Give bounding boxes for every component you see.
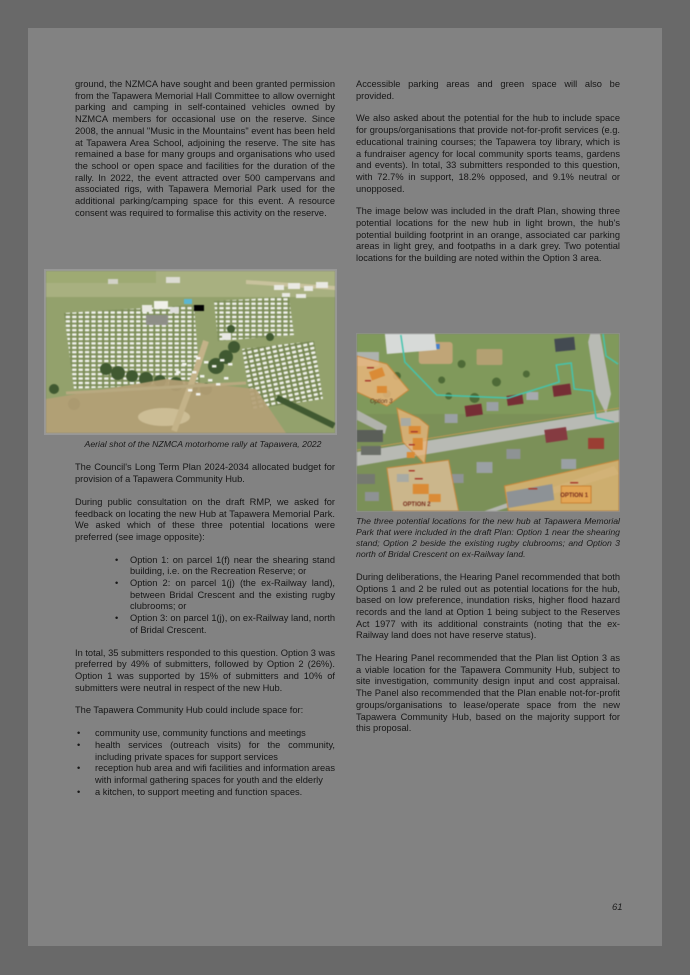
hub-uses-bullet-list — [75, 728, 335, 798]
swimming-pool — [184, 299, 192, 304]
option-3-label: Option 3 — [369, 398, 393, 405]
option-1-label: OPTION 1 — [560, 492, 589, 499]
right-column — [356, 79, 620, 746]
figure-options-map — [356, 333, 620, 560]
bullet-option-2: • Option 2: on parcel 1(j) (the ex-Railway land), between Bridal Crescent and the existing rugby clubrooms; or — [111, 578, 335, 613]
bullet-kitchen: • a kitchen, to support meeting and function spaces. — [75, 787, 335, 799]
map-frame — [356, 333, 620, 512]
paragraph-submitters: In total, 35 submitters responded to this question. Option 3 was preferred by 49% of submitters, followed by Option 2 (26%). Option 1 was supported by 15% of submitters and 10% of submitters were neutral in respect of the new Hub. — [75, 647, 335, 693]
marquee-tent — [222, 333, 231, 340]
paragraph-hub-intro: The Tapawera Community Hub could include space for: — [75, 705, 304, 716]
option-2-label: OPTION 2 — [402, 501, 431, 508]
paragraph-panel-recommendation: The Hearing Panel recommended that the Plan list Option 3 as a viable location for the Tapawera Community Hub, subject to site investigation, community design input and cost appraisal. The Panel also recommended that the Plan enable not-for-profit groups/organisations to lease/operate space from the new Tapawera Community Hub, based on the majority support for this proposal. — [356, 653, 620, 734]
bullet-reception-hub: • reception hub area and wifi facilities and information areas with informal gathering spaces for youth and the elderly — [75, 763, 335, 786]
option-2-area — [387, 460, 459, 511]
rally-photo-caption: Aerial shot of the NZMCA motorhome rally at Tapawera, 2022 — [84, 439, 322, 450]
paragraph-parking-green-space: Accessible parking areas and green space will also be provided. — [356, 79, 620, 101]
left-column — [75, 79, 335, 809]
paragraph-not-for-profit: We also asked about the potential for the hub to include space for groups/organisations that provide not-for-profit services (e.g. educational training courses; the Tapawera toy library, which is a fundraiser agency for local community sports teams, gardens and events). In total, 33 submitters responded to this question, with 72.7% in support, 18.2% opposed, and 9.1% neutral or unopposed. — [356, 113, 620, 194]
bullet-option-3: • Option 3: on parcel 1(j), on ex-Railway land, north of Bridal Crescent. — [111, 613, 335, 636]
paragraph-consultation: During public consultation on the draft RMP, we asked for feedback on locating the new Hub at Tapawera Memorial Park. We asked which of these three potential locations were preferred (see image opposite): — [75, 496, 335, 542]
aerial-map-hub-options — [357, 334, 619, 511]
paragraph-ltp-budget: The Council's Long Term Plan 2024-2034 allocated budget for provision of a Tapawera Community Hub. — [75, 462, 335, 485]
photo-frame — [44, 269, 337, 435]
options-map-caption: The three potential locations for the new hub at Tapawera Memorial Park that were included in the draft Plan: Option 1 near the shearing stand; Option 2 beside the existing rugby clubrooms; and Option 3 north of Bridal Crescent on ex-Railway land. — [356, 515, 620, 559]
aerial-photo-rally — [46, 271, 335, 433]
figure-rally-photo — [44, 269, 337, 450]
page-number: 61 — [612, 902, 623, 913]
paragraph-deliberations: During deliberations, the Hearing Panel recommended that both Options 1 and 2 be ruled out as potential locations for the hub, based on low preference, inundation risks, higher flood hazard records and the land at Option 1 being subject to the Reserves Act 1977 with its additional constraints (noting that the ex-Railway land does not have reserve status). — [356, 571, 620, 641]
distant-paddocks — [46, 271, 335, 298]
paragraph-image-description: The image below was included in the draft Plan, showing three potential locations for the new hub in light brown, the hub's potential building footprint in an orange, associated car parking areas in light grey, and footpaths in a dark grey. Two potential locations for the building are noted within the Option 3 area. — [356, 206, 620, 264]
paragraph-nzmca: ground, the NZMCA have sought and been granted permission from the Tapawera Memorial Hall Committee to allow overnight parking and camping in self-contained vehicles owned by NZMCA members for occasional use on the reserve. Since 2008, the annual "Music in the Mountains" event has been held at Tapawera Area School, adjoining the reserve. The site has remained a base for many groups and organisations who used the school or open space and facilities for the duration of the rally. In 2022, the event attracted over 500 campervans and associated rigs, with Tapawera Memorial Park used for the additional parking/camping space for this event. A resource consent was required to formalise this activity on the reserve. — [75, 79, 335, 218]
bullet-community-use: • community use, community functions and meetings — [75, 728, 335, 740]
options-bullet-list — [75, 555, 335, 637]
bullet-health-services: • health services (outreach visits) for the community, including private spaces for support services — [75, 740, 335, 763]
bullet-option-1: • Option 1: on parcel 1(f) near the shearing stand building, i.e. on the Recreation Reserve; or — [111, 555, 335, 578]
